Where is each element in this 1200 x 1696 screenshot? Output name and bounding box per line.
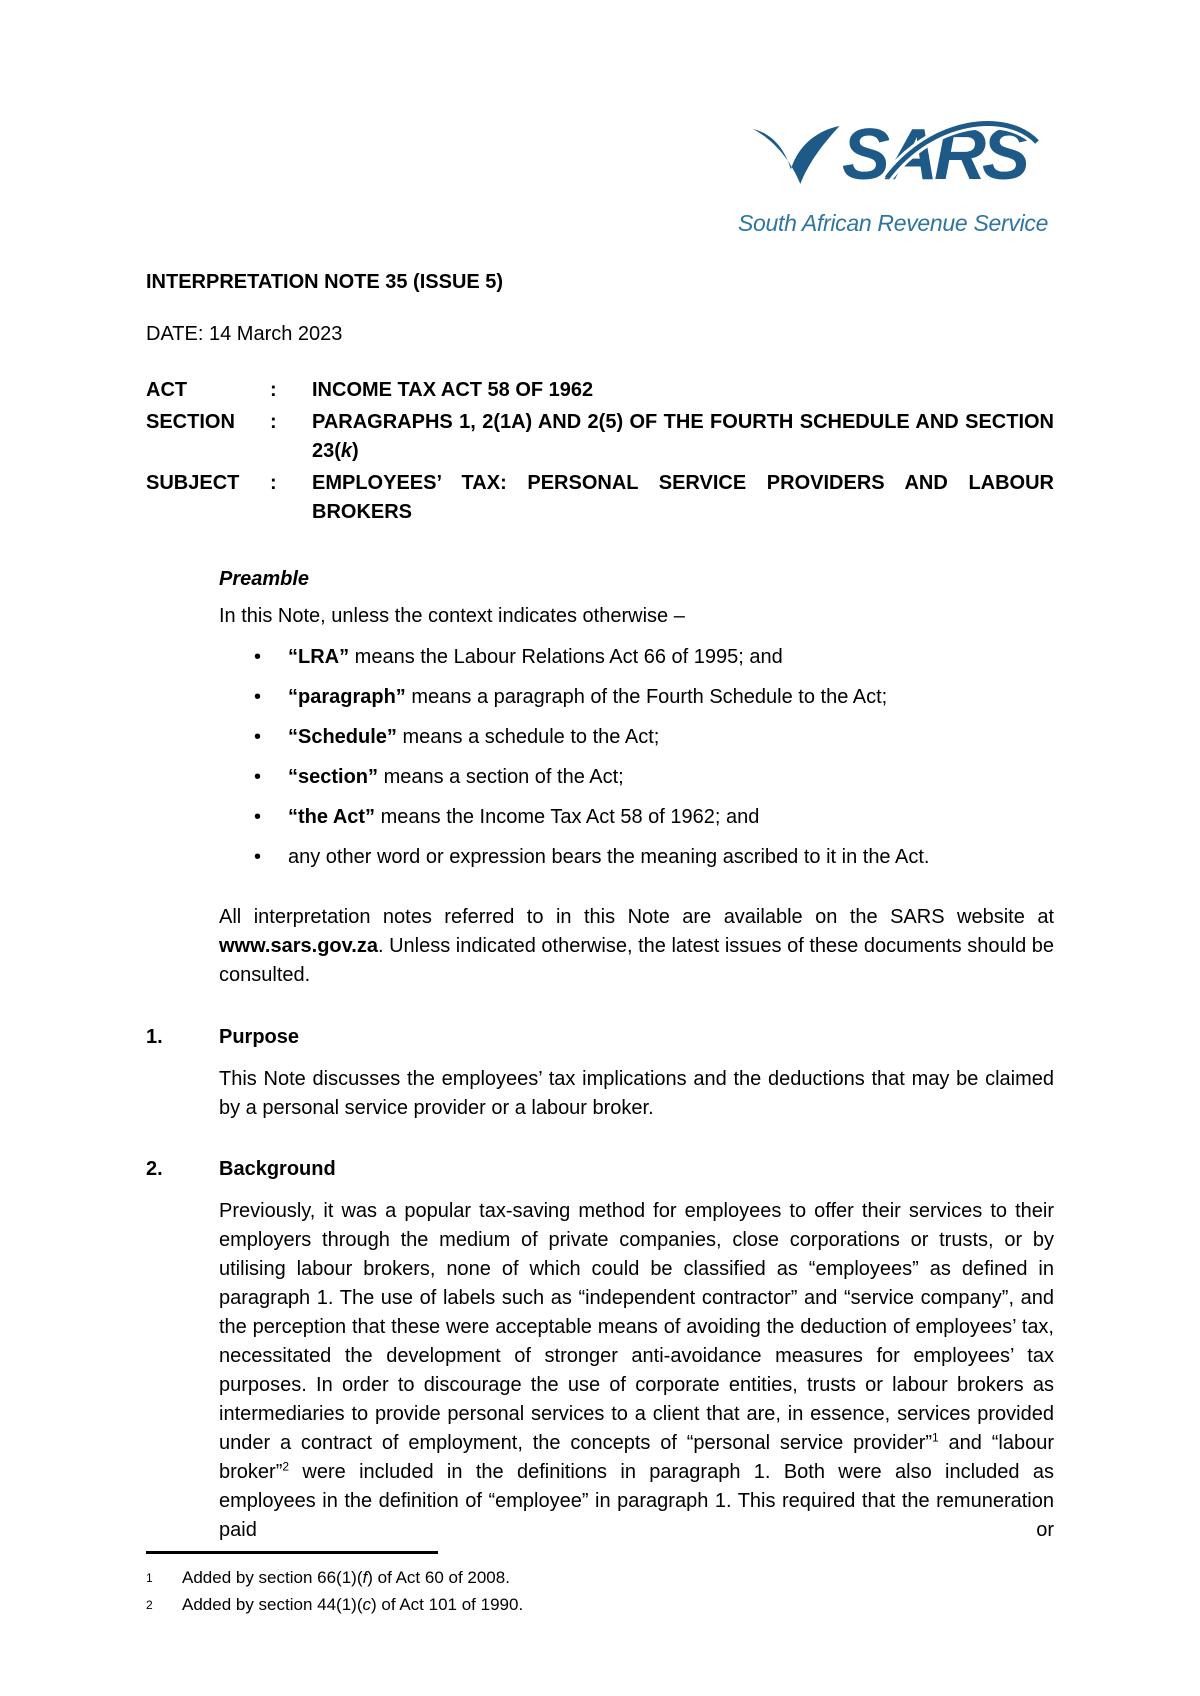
date-value: 14 March 2023 xyxy=(208,323,343,345)
definition-item xyxy=(146,843,1054,872)
definition-text: “section” means a section of the Act; xyxy=(288,766,624,788)
meta-value-subject: EMPLOYEES’ TAX: PERSONAL SERVICE PROVIDERS AND LABOUR BROKERS xyxy=(312,472,1054,523)
sars-logo-row xyxy=(738,115,1058,195)
footnote-marker: 1 xyxy=(146,1571,153,1585)
bullet-icon: • xyxy=(254,726,262,748)
meta-colon: : xyxy=(270,411,277,433)
section-number: 1. xyxy=(146,1026,163,1048)
document-content xyxy=(0,268,1200,1545)
section-paragraph: This Note discusses the employees’ tax implications and the deductions that may be claimed by a personal service provider or a labour broker. xyxy=(219,1068,1054,1119)
definition-item xyxy=(146,763,1054,792)
preamble-section xyxy=(146,565,1054,990)
meta-colon: : xyxy=(270,472,277,494)
definition-item xyxy=(146,723,1054,752)
bullet-icon: • xyxy=(254,766,262,788)
date-label: DATE: xyxy=(146,323,204,345)
footnote-marker: 2 xyxy=(146,1598,153,1612)
section-purpose xyxy=(146,1023,1054,1123)
footnote-text: Added by section 66(1)(f) of Act 60 of 2008. xyxy=(182,1568,510,1587)
definition-item xyxy=(146,803,1054,832)
definition-text: “LRA” means the Labour Relations Act 66 of 1995; and xyxy=(288,646,783,668)
sars-swoosh-icon xyxy=(738,126,854,184)
footnote-1 xyxy=(146,1565,1054,1591)
meta-label-section: SECTION xyxy=(146,411,235,433)
definition-item xyxy=(146,683,1054,712)
definition-list xyxy=(146,643,1054,872)
section-heading-row xyxy=(146,1155,1054,1184)
sars-tagline: South African Revenue Service xyxy=(738,210,1049,236)
bullet-icon: • xyxy=(254,646,262,668)
definition-text: “paragraph” means a paragraph of the Fourth Schedule to the Act; xyxy=(288,686,888,708)
footnote-2 xyxy=(146,1592,1054,1618)
section-background xyxy=(146,1155,1054,1545)
meta-row-section xyxy=(146,408,1054,466)
section-heading-row xyxy=(146,1023,1054,1052)
meta-table xyxy=(146,376,1054,527)
meta-colon: : xyxy=(270,379,277,401)
meta-value-act: INCOME TAX ACT 58 OF 1962 xyxy=(312,379,594,401)
bullet-icon: • xyxy=(254,806,262,828)
preamble-intro: In this Note, unless the context indicates otherwise – xyxy=(219,605,685,627)
footnotes xyxy=(146,1551,1054,1618)
sars-wordmark-wrap xyxy=(842,115,1027,195)
preamble-heading: Preamble xyxy=(219,568,310,590)
section-heading: Background xyxy=(219,1158,336,1180)
bullet-icon: • xyxy=(254,846,262,868)
definition-text: “the Act” means the Income Tax Act 58 of 1962; and xyxy=(288,806,760,828)
definition-text: “Schedule” means a schedule to the Act; xyxy=(288,726,660,748)
preamble-note: All interpretation notes referred to in this Note are available on the SARS website at www.sars.gov.za. Unless indicated otherwise, the latest issues of these documents should be consulted. xyxy=(219,906,1054,986)
sars-logo xyxy=(738,115,1058,237)
definition-item xyxy=(146,643,1054,672)
footnote-text: Added by section 44(1)(c) of Act 101 of 1990. xyxy=(182,1595,524,1614)
doc-title: INTERPRETATION NOTE 35 (ISSUE 5) xyxy=(146,271,504,293)
date-line xyxy=(146,320,1054,349)
meta-label-act: ACT xyxy=(146,379,188,401)
meta-row-subject xyxy=(146,469,1054,527)
sars-logo-text: SARS xyxy=(842,115,1027,195)
meta-row-act xyxy=(146,376,1054,405)
section-paragraph: Previously, it was a popular tax-saving method for employees to offer their services to their employers through the medium of private companies, close corporations or trusts, or by utilising labour brokers, none of which could be classified as “employees” as defined in paragraph 1. The use of labels such as “independent contractor” and “service company”, and the perception that these were acceptable means of avoiding the deduction of employees’ tax, necessitated the development of stronger anti-avoidance measures for employees’ tax purposes. In order to discourage the use of corporate entities, trusts or labour brokers as intermediaries to provide personal services to a client that are, in essence, services provided under a contract of employment, the concepts of “personal service provider”$^1$ and “labour broker”$^2$ were included in the definitions in paragraph 1. Both were also included as employees in the definition of “employee” in paragraph 1. This required that the remuneration paid or xyxy=(219,1200,1054,1541)
section-heading: Purpose xyxy=(219,1026,300,1048)
section-number: 2. xyxy=(146,1158,163,1180)
definition-text: any other word or expression bears the meaning ascribed to it in the Act. xyxy=(288,846,930,868)
meta-label-subject: SUBJECT xyxy=(146,472,240,494)
meta-value-section: PARAGRAPHS 1, 2(1A) AND 2(5) OF THE FOURTH SCHEDULE AND SECTION 23(k) xyxy=(312,411,1054,462)
footnote-separator xyxy=(146,1551,438,1554)
bullet-icon: • xyxy=(254,686,262,708)
